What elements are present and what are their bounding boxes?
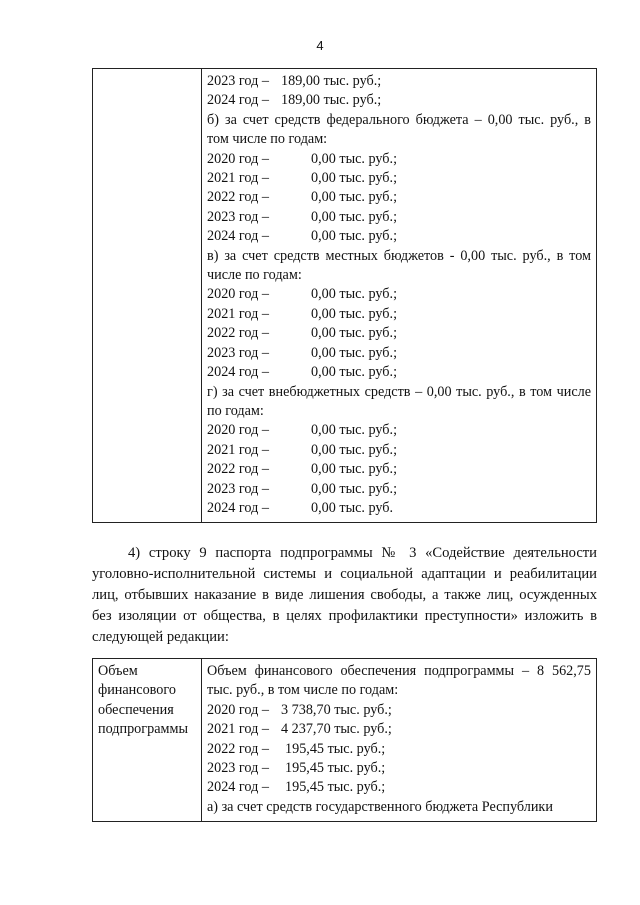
- table-cell-content: [202, 69, 597, 523]
- amount-value: 0,00 тыс. руб.;: [311, 344, 398, 361]
- amount-value: 0,00 тыс. руб.;: [311, 150, 398, 167]
- year-label: 2023 год –: [207, 480, 269, 497]
- amount-value: 0,00 тыс. руб.;: [311, 422, 398, 439]
- list-item: [207, 460, 591, 479]
- amount-value: 0,00 тыс. руб.;: [311, 480, 398, 497]
- year-label: 2020 год –: [207, 286, 269, 303]
- year-label: 2021 год –: [207, 441, 269, 458]
- amount-value: 0,00 тыс. руб.;: [311, 208, 398, 225]
- amount-value: 0,00 тыс. руб.;: [311, 286, 398, 303]
- amount-value: 0,00 тыс. руб.;: [311, 461, 398, 478]
- amount-value: 195,45 тыс. руб.;: [285, 740, 386, 757]
- year-label: 2023 год –: [207, 208, 269, 225]
- year-label: 2021 год –: [207, 305, 269, 322]
- amount-value: 0,00 тыс. руб.;: [311, 189, 398, 206]
- year-label: 2024 год –: [207, 228, 269, 245]
- list-item: [207, 778, 591, 797]
- table-cell-label: [93, 659, 202, 822]
- amount-value: 189,00 тыс. руб.;: [281, 73, 382, 89]
- list-item: [207, 480, 591, 499]
- label-line: подпрограммы: [98, 721, 188, 738]
- funding-intro: Объем финансового обеспечения подпрограммы – 8 562,75 тыс. руб., в том числе по годам:: [207, 663, 591, 699]
- page-number: 4: [316, 38, 324, 53]
- year-label: 2020 год –: [207, 701, 269, 718]
- amendment-paragraph: [92, 543, 597, 648]
- year-label: 2023 год –: [207, 73, 269, 89]
- list-item: [207, 72, 591, 91]
- funding-table-continued: [92, 68, 597, 523]
- amount-value: 4 237,70 тыс. руб.;: [281, 721, 392, 738]
- amount-value: 0,00 тыс. руб.;: [311, 441, 398, 458]
- list-item: [207, 421, 591, 440]
- list-item: [207, 344, 591, 363]
- list-item: [207, 701, 591, 720]
- year-label: 2024 год –: [207, 779, 269, 796]
- amount-value: 0,00 тыс. руб.;: [311, 228, 398, 245]
- year-label: 2023 год –: [207, 344, 269, 361]
- list-item: [207, 91, 591, 110]
- year-label: 2022 год –: [207, 740, 269, 757]
- amount-value: 0,00 тыс. руб.;: [311, 305, 398, 322]
- year-label: 2024 год –: [207, 499, 269, 516]
- amount-value: 189,00 тыс. руб.;: [281, 92, 382, 109]
- list-item: [207, 285, 591, 304]
- label-line: финансового: [98, 682, 176, 699]
- paragraph-text: 4) строку 9 паспорта подпрограммы № 3 «Содействие деятельности уголовно-исполнительной системы и социальной адаптации и реабилитации лиц, отбывших наказание в виде лишения свободы, а также лиц, осужденных без изоляции от общества, в целях профилактики преступности» изложить в следующей редакции:: [92, 545, 597, 645]
- year-label: 2023 год –: [207, 760, 269, 777]
- list-item: [207, 208, 591, 227]
- year-label: 2021 год –: [207, 170, 269, 187]
- year-label: 2022 год –: [207, 325, 269, 342]
- list-item: [207, 720, 591, 739]
- amount-value: 195,45 тыс. руб.;: [285, 779, 386, 796]
- amount-value: 0,00 тыс. руб.;: [311, 170, 398, 187]
- list-item: [207, 740, 591, 759]
- amount-value: 0,00 тыс. руб.;: [311, 364, 398, 381]
- section-heading-federal: б) за счет средств федерального бюджета – 0,00 тыс. руб., в том числе по годам:: [207, 111, 591, 148]
- list-item: [207, 150, 591, 169]
- list-item: [207, 227, 591, 246]
- amount-value: 195,45 тыс. руб.;: [285, 760, 386, 777]
- funding-table-subprogram-3: [92, 658, 597, 822]
- section-heading-state: а) за счет средств государственного бюджета Республики: [207, 798, 553, 815]
- table-row: [93, 69, 597, 523]
- section-heading-local: в) за счет средств местных бюджетов - 0,00 тыс. руб., в том числе по годам:: [207, 247, 591, 284]
- list-item: [207, 441, 591, 460]
- label-line: Объем: [98, 663, 138, 679]
- table-cell-content: [202, 659, 597, 822]
- year-label: 2022 год –: [207, 189, 269, 206]
- list-item: [207, 363, 591, 382]
- list-item: [207, 305, 591, 324]
- list-item: [207, 759, 591, 778]
- list-item: [207, 324, 591, 343]
- year-label: 2020 год –: [207, 422, 269, 439]
- year-label: 2020 год –: [207, 150, 269, 167]
- list-item: [207, 188, 591, 207]
- year-label: 2022 год –: [207, 461, 269, 478]
- table-row: [93, 659, 597, 822]
- year-label: 2024 год –: [207, 92, 269, 109]
- year-label: 2021 год –: [207, 721, 269, 738]
- table-cell-label-empty: [93, 69, 202, 523]
- amount-value: 0,00 тыс. руб.: [311, 499, 394, 516]
- list-item: [207, 499, 591, 518]
- amount-value: 3 738,70 тыс. руб.;: [281, 701, 392, 718]
- label-line: обеспечения: [98, 701, 174, 718]
- list-item: [207, 169, 591, 188]
- year-label: 2024 год –: [207, 364, 269, 381]
- amount-value: 0,00 тыс. руб.;: [311, 325, 398, 342]
- section-heading-extrabudgetary: г) за счет внебюджетных средств – 0,00 тыс. руб., в том числе по годам:: [207, 383, 591, 419]
